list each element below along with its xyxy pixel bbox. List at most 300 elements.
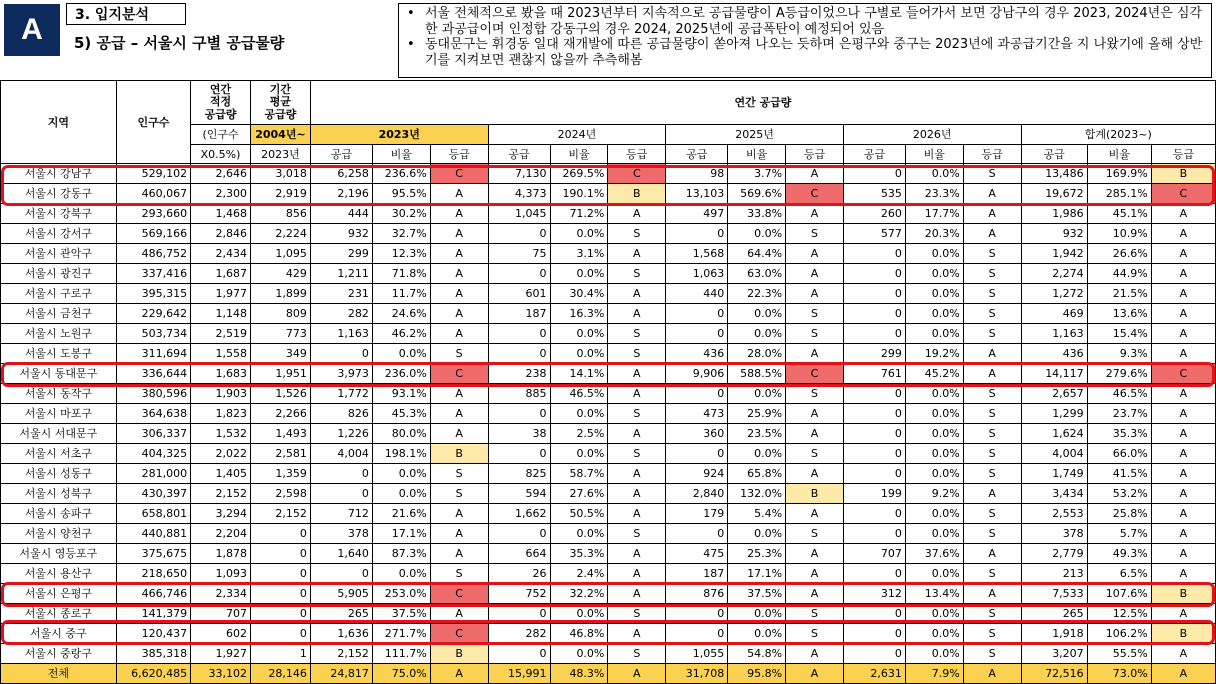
header-annual-supply: 연간 공급량 [310, 81, 1215, 125]
cell-supply-2023: 2,152 [310, 644, 372, 664]
cell-supply-2025: 187 [666, 564, 728, 584]
cell-grade-2025: A [786, 204, 844, 224]
cell-ratio-2026: 0.0% [905, 404, 963, 424]
cell-ratio-total: 23.7% [1087, 404, 1151, 424]
cell-population: 337,416 [116, 264, 190, 284]
cell-supply-2024: 0 [488, 604, 550, 624]
cell-period-average: 0 [250, 524, 310, 544]
cell-ratio-total: 13.6% [1087, 304, 1151, 324]
cell-supply-2026: 0 [843, 304, 905, 324]
cell-supply-2023: 231 [310, 284, 372, 304]
supply-table [0, 80, 1216, 684]
cell-supply-2025: 9,906 [666, 364, 728, 384]
cell-ratio-2025: 33.8% [728, 204, 786, 224]
cell-supply-2023: 1,211 [310, 264, 372, 284]
cell-supply-2025: 475 [666, 544, 728, 564]
cell-ratio-2024: 2.4% [550, 564, 608, 584]
cell-population: 120,437 [116, 624, 190, 644]
cell-region: 서울시 종로구 [1, 604, 117, 624]
cell-supply-2023: 3,973 [310, 364, 372, 384]
cell-supply-2026: 260 [843, 204, 905, 224]
cell-ratio-2026: 0.0% [905, 324, 963, 344]
table-row [1, 404, 1216, 424]
cell-supply-2024: 0 [488, 264, 550, 284]
cell-supply-2025: 1,568 [666, 244, 728, 264]
note-text: 동대문구는 휘경동 일대 재개발에 따른 공급물량이 쏟아져 나오는 듯하며 은평구와 중구는 2023년에 과공급기간을 지 나왔기에 올해 상반기를 지켜보면 괜찮지 않을까 추측해봄 [425, 37, 1203, 68]
cell-ratio-2023: 198.1% [372, 444, 430, 464]
cell-region: 서울시 중구 [1, 624, 117, 644]
cell-supply-2026: 312 [843, 584, 905, 604]
cell-region: 서울시 용산구 [1, 564, 117, 584]
cell-supply-2025: 497 [666, 204, 728, 224]
cell-supply-2024: 601 [488, 284, 550, 304]
cell-ratio-2025: 22.3% [728, 284, 786, 304]
cell-grade-total: A [1151, 344, 1215, 364]
cell-ratio-2024: 58.7% [550, 464, 608, 484]
cell-grade-2024: A [608, 504, 666, 524]
cell-ratio-2026: 0.0% [905, 164, 963, 184]
cell-ratio-2024: 190.1% [550, 184, 608, 204]
cell-supply-total: 1,749 [1021, 464, 1087, 484]
cell-supply-2026: 299 [843, 344, 905, 364]
cell-grade-total: A [1151, 484, 1215, 504]
cell-appropriate: 1,927 [191, 644, 251, 664]
cell-period-average: 1,359 [250, 464, 310, 484]
cell-population: 380,596 [116, 384, 190, 404]
cell-period-average: 1,493 [250, 424, 310, 444]
header-col-ratio: 비율 [905, 145, 963, 164]
cell-ratio-2024: 50.5% [550, 504, 608, 524]
cell-period-average: 1,951 [250, 364, 310, 384]
cell-grade-2025: A [786, 504, 844, 524]
cell-grade-2025: S [786, 624, 844, 644]
cell-ratio-2024: 48.3% [550, 664, 608, 684]
cell-grade-2024: A [608, 664, 666, 684]
cell-ratio-2023: 0.0% [372, 564, 430, 584]
cell-region: 서울시 송파구 [1, 504, 117, 524]
cell-ratio-total: 21.5% [1087, 284, 1151, 304]
table-row [1, 224, 1216, 244]
cell-grade-total: A [1151, 604, 1215, 624]
cell-grade-total: A [1151, 244, 1215, 264]
cell-period-average: 429 [250, 264, 310, 284]
cell-ratio-2023: 21.6% [372, 504, 430, 524]
cell-grade-2024: S [608, 444, 666, 464]
cell-period-average: 2,919 [250, 184, 310, 204]
cell-supply-2026: 535 [843, 184, 905, 204]
cell-region: 전체 [1, 664, 117, 684]
cell-period-average: 1,899 [250, 284, 310, 304]
table-row [1, 364, 1216, 384]
header-period-average: 기간 평균 공급량 [250, 81, 310, 125]
cell-supply-2024: 752 [488, 584, 550, 604]
cell-supply-2024: 38 [488, 424, 550, 444]
cell-ratio-2026: 17.7% [905, 204, 963, 224]
cell-ratio-total: 41.5% [1087, 464, 1151, 484]
cell-ratio-2025: 132.0% [728, 484, 786, 504]
cell-period-average: 0 [250, 624, 310, 644]
table-row [1, 624, 1216, 644]
cell-ratio-total: 285.1% [1087, 184, 1151, 204]
cell-supply-total: 378 [1021, 524, 1087, 544]
table-row [1, 324, 1216, 344]
cell-grade-2023: A [430, 264, 488, 284]
page-subtitle: 5) 공급 – 서울시 구별 공급물량 [74, 34, 285, 52]
cell-supply-total: 469 [1021, 304, 1087, 324]
cell-supply-2023: 299 [310, 244, 372, 264]
cell-ratio-2024: 0.0% [550, 444, 608, 464]
cell-grade-total: A [1151, 404, 1215, 424]
header-period-sub: 2004년~ [250, 125, 310, 145]
cell-supply-2026: 0 [843, 384, 905, 404]
cell-period-average: 349 [250, 344, 310, 364]
header-col-grade: 등급 [963, 145, 1021, 164]
cell-supply-total: 213 [1021, 564, 1087, 584]
header-col-ratio: 비율 [550, 145, 608, 164]
cell-supply-2023: 265 [310, 604, 372, 624]
cell-supply-2025: 1,063 [666, 264, 728, 284]
cell-ratio-2025: 0.0% [728, 624, 786, 644]
note-text: 서울 전체적으로 봤을 때 2023년부터 지속적으로 공급물량이 A등급이었으나 구별로 들어가서 보면 강남구의 경우 2023, 2024년은 심각한 과공급이며 인정합 강동구의 경우 2024, 2025년에 공급폭탄이 예정되어 있음 [425, 6, 1203, 37]
cell-appropriate: 1,405 [191, 464, 251, 484]
cell-grade-2024: S [608, 524, 666, 544]
cell-region: 서울시 동작구 [1, 384, 117, 404]
cell-region: 서울시 강서구 [1, 224, 117, 244]
cell-supply-2025: 0 [666, 324, 728, 344]
cell-period-average: 2,266 [250, 404, 310, 424]
cell-ratio-2026: 45.2% [905, 364, 963, 384]
cell-grade-2023: C [430, 584, 488, 604]
cell-region: 서울시 강북구 [1, 204, 117, 224]
table-row [1, 524, 1216, 544]
cell-grade-total: A [1151, 324, 1215, 344]
cell-grade-2025: C [786, 184, 844, 204]
cell-region: 서울시 성동구 [1, 464, 117, 484]
note-item [407, 6, 1205, 37]
cell-period-average: 809 [250, 304, 310, 324]
cell-supply-2025: 436 [666, 344, 728, 364]
cell-population: 385,318 [116, 644, 190, 664]
cell-ratio-total: 49.3% [1087, 544, 1151, 564]
cell-ratio-2025: 0.0% [728, 324, 786, 344]
cell-supply-2023: 24,817 [310, 664, 372, 684]
cell-ratio-2026: 0.0% [905, 504, 963, 524]
cell-supply-total: 13,486 [1021, 164, 1087, 184]
cell-population: 460,067 [116, 184, 190, 204]
cell-supply-2026: 0 [843, 564, 905, 584]
cell-supply-2024: 594 [488, 484, 550, 504]
cell-supply-2025: 0 [666, 604, 728, 624]
cell-region: 서울시 금천구 [1, 304, 117, 324]
header-col-supply: 공급 [666, 145, 728, 164]
cell-grade-2023: A [430, 524, 488, 544]
cell-population: 336,644 [116, 364, 190, 384]
cell-ratio-2023: 87.3% [372, 544, 430, 564]
cell-appropriate: 707 [191, 604, 251, 624]
cell-supply-2024: 238 [488, 364, 550, 384]
cell-grade-total: A [1151, 424, 1215, 444]
cell-region: 서울시 은평구 [1, 584, 117, 604]
table-row [1, 444, 1216, 464]
cell-ratio-2024: 0.0% [550, 604, 608, 624]
table-row [1, 284, 1216, 304]
cell-ratio-2026: 0.0% [905, 424, 963, 444]
cell-supply-2024: 0 [488, 444, 550, 464]
cell-grade-2026: A [963, 664, 1021, 684]
cell-supply-2026: 0 [843, 424, 905, 444]
cell-ratio-2025: 0.0% [728, 604, 786, 624]
cell-grade-2026: S [963, 644, 1021, 664]
header-year-2023: 2023년 [310, 125, 488, 145]
cell-population: 306,337 [116, 424, 190, 444]
cell-grade-2023: A [430, 304, 488, 324]
cell-grade-2024: A [608, 304, 666, 324]
cell-period-average: 1 [250, 644, 310, 664]
cell-ratio-2025: 64.4% [728, 244, 786, 264]
cell-ratio-2024: 0.0% [550, 264, 608, 284]
cell-supply-2023: 932 [310, 224, 372, 244]
table-row [1, 644, 1216, 664]
cell-grade-2023: S [430, 564, 488, 584]
cell-grade-2023: A [430, 604, 488, 624]
cell-supply-2023: 4,004 [310, 444, 372, 464]
cell-period-average: 28,146 [250, 664, 310, 684]
cell-population: 6,620,485 [116, 664, 190, 684]
cell-period-average: 2,598 [250, 484, 310, 504]
table-row [1, 604, 1216, 624]
cell-region: 서울시 도봉구 [1, 344, 117, 364]
cell-grade-2024: C [608, 164, 666, 184]
cell-ratio-total: 9.3% [1087, 344, 1151, 364]
cell-grade-2025: A [786, 244, 844, 264]
cell-supply-2024: 282 [488, 624, 550, 644]
cell-supply-total: 19,672 [1021, 184, 1087, 204]
table-row [1, 164, 1216, 184]
cell-supply-2025: 179 [666, 504, 728, 524]
cell-ratio-2023: 37.5% [372, 604, 430, 624]
cell-grade-2024: S [608, 264, 666, 284]
cell-supply-2024: 15,991 [488, 664, 550, 684]
cell-grade-2024: A [608, 284, 666, 304]
cell-ratio-2023: 253.0% [372, 584, 430, 604]
cell-ratio-total: 53.2% [1087, 484, 1151, 504]
table-row [1, 424, 1216, 444]
cell-ratio-2025: 0.0% [728, 524, 786, 544]
cell-grade-2023: A [430, 324, 488, 344]
cell-appropriate: 2,846 [191, 224, 251, 244]
cell-grade-2023: A [430, 664, 488, 684]
cell-ratio-2023: 0.0% [372, 344, 430, 364]
cell-supply-2025: 0 [666, 384, 728, 404]
cell-supply-2025: 0 [666, 444, 728, 464]
note-item [407, 37, 1205, 68]
cell-ratio-2024: 32.2% [550, 584, 608, 604]
cell-ratio-total: 12.5% [1087, 604, 1151, 624]
cell-supply-total: 14,117 [1021, 364, 1087, 384]
cell-grade-2023: A [430, 424, 488, 444]
cell-grade-2024: A [608, 424, 666, 444]
cell-supply-2026: 0 [843, 504, 905, 524]
section-badge: A [4, 4, 60, 56]
cell-ratio-2026: 0.0% [905, 284, 963, 304]
cell-appropriate: 1,687 [191, 264, 251, 284]
cell-ratio-2026: 7.9% [905, 664, 963, 684]
cell-ratio-total: 5.7% [1087, 524, 1151, 544]
cell-supply-2023: 2,196 [310, 184, 372, 204]
table-row [1, 344, 1216, 364]
cell-grade-2023: C [430, 164, 488, 184]
cell-grade-total: A [1151, 464, 1215, 484]
cell-supply-2024: 1,045 [488, 204, 550, 224]
cell-ratio-2024: 0.0% [550, 644, 608, 664]
cell-ratio-2023: 71.8% [372, 264, 430, 284]
cell-supply-total: 1,163 [1021, 324, 1087, 344]
cell-supply-2024: 1,662 [488, 504, 550, 524]
cell-period-average: 2,152 [250, 504, 310, 524]
cell-grade-2024: S [608, 604, 666, 624]
cell-supply-2026: 0 [843, 164, 905, 184]
header-col-supply: 공급 [843, 145, 905, 164]
cell-supply-2026: 0 [843, 444, 905, 464]
cell-ratio-2025: 54.8% [728, 644, 786, 664]
cell-grade-total: A [1151, 504, 1215, 524]
cell-period-average: 1,526 [250, 384, 310, 404]
cell-ratio-2026: 19.2% [905, 344, 963, 364]
cell-grade-2025: S [786, 444, 844, 464]
cell-grade-2024: A [608, 364, 666, 384]
cell-appropriate: 1,683 [191, 364, 251, 384]
cell-supply-2024: 7,130 [488, 164, 550, 184]
table-row [1, 384, 1216, 404]
cell-ratio-2023: 93.1% [372, 384, 430, 404]
cell-grade-2024: A [608, 384, 666, 404]
cell-grade-2023: A [430, 384, 488, 404]
cell-grade-2024: A [608, 484, 666, 504]
cell-grade-2025: A [786, 164, 844, 184]
cell-supply-2024: 26 [488, 564, 550, 584]
cell-region: 서울시 노원구 [1, 324, 117, 344]
cell-region: 서울시 성북구 [1, 484, 117, 504]
cell-period-average: 0 [250, 584, 310, 604]
cell-appropriate: 2,204 [191, 524, 251, 544]
cell-grade-2023: C [430, 624, 488, 644]
cell-ratio-2024: 46.5% [550, 384, 608, 404]
cell-region: 서울시 중랑구 [1, 644, 117, 664]
cell-ratio-2024: 0.0% [550, 344, 608, 364]
header-col-supply: 공급 [310, 145, 372, 164]
cell-grade-2025: B [786, 484, 844, 504]
cell-supply-2026: 0 [843, 404, 905, 424]
cell-ratio-2026: 0.0% [905, 244, 963, 264]
cell-ratio-2026: 0.0% [905, 624, 963, 644]
cell-grade-total: A [1151, 264, 1215, 284]
cell-supply-total: 1,942 [1021, 244, 1087, 264]
cell-supply-2025: 360 [666, 424, 728, 444]
cell-grade-2026: A [963, 224, 1021, 244]
cell-supply-2025: 0 [666, 224, 728, 244]
header-appropriate-sub: (인구수 [191, 125, 251, 145]
cell-population: 375,675 [116, 544, 190, 564]
cell-supply-2024: 0 [488, 644, 550, 664]
header-year-2025: 2025년 [666, 125, 844, 145]
cell-period-average: 3,018 [250, 164, 310, 184]
cell-supply-2023: 1,772 [310, 384, 372, 404]
total-row [1, 664, 1216, 684]
cell-supply-2023: 0 [310, 564, 372, 584]
cell-supply-2023: 1,636 [310, 624, 372, 644]
cell-grade-2025: S [786, 384, 844, 404]
cell-ratio-2023: 12.3% [372, 244, 430, 264]
cell-ratio-2024: 0.0% [550, 524, 608, 544]
cell-grade-2024: A [608, 584, 666, 604]
cell-ratio-2024: 3.1% [550, 244, 608, 264]
cell-ratio-total: 6.5% [1087, 564, 1151, 584]
cell-appropriate: 1,823 [191, 404, 251, 424]
table-row [1, 544, 1216, 564]
cell-supply-2026: 0 [843, 524, 905, 544]
cell-grade-2026: S [963, 504, 1021, 524]
cell-region: 서울시 동대문구 [1, 364, 117, 384]
cell-grade-2025: A [786, 284, 844, 304]
cell-grade-2026: S [963, 324, 1021, 344]
cell-supply-2025: 924 [666, 464, 728, 484]
cell-grade-2025: A [786, 424, 844, 444]
cell-grade-2024: S [608, 324, 666, 344]
cell-ratio-2024: 269.5% [550, 164, 608, 184]
header-col-grade: 등급 [1151, 145, 1215, 164]
table-row [1, 304, 1216, 324]
cell-appropriate: 2,519 [191, 324, 251, 344]
cell-ratio-2026: 9.2% [905, 484, 963, 504]
cell-supply-total: 7,533 [1021, 584, 1087, 604]
cell-supply-2023: 0 [310, 484, 372, 504]
cell-region: 서울시 영등포구 [1, 544, 117, 564]
cell-ratio-2024: 46.8% [550, 624, 608, 644]
cell-supply-2024: 825 [488, 464, 550, 484]
cell-supply-2024: 0 [488, 524, 550, 544]
cell-supply-2023: 712 [310, 504, 372, 524]
cell-grade-2023: A [430, 284, 488, 304]
cell-period-average: 1,095 [250, 244, 310, 264]
header-region: 지역 [1, 81, 117, 164]
cell-population: 141,379 [116, 604, 190, 624]
cell-grade-2025: S [786, 324, 844, 344]
cell-supply-2025: 1,055 [666, 644, 728, 664]
cell-grade-2024: A [608, 624, 666, 644]
cell-grade-total: A [1151, 564, 1215, 584]
cell-ratio-total: 10.9% [1087, 224, 1151, 244]
cell-population: 440,881 [116, 524, 190, 544]
cell-ratio-2024: 2.5% [550, 424, 608, 444]
cell-supply-2023: 444 [310, 204, 372, 224]
cell-ratio-2025: 5.4% [728, 504, 786, 524]
cell-region: 서울시 양천구 [1, 524, 117, 544]
header-col-grade: 등급 [786, 145, 844, 164]
cell-ratio-2023: 11.7% [372, 284, 430, 304]
cell-ratio-2024: 0.0% [550, 404, 608, 424]
cell-supply-2026: 0 [843, 604, 905, 624]
cell-ratio-2023: 75.0% [372, 664, 430, 684]
cell-supply-2023: 378 [310, 524, 372, 544]
cell-grade-2025: S [786, 524, 844, 544]
cell-grade-2026: S [963, 524, 1021, 544]
cell-population: 503,734 [116, 324, 190, 344]
cell-supply-2024: 0 [488, 404, 550, 424]
cell-ratio-2025: 25.9% [728, 404, 786, 424]
cell-supply-2023: 282 [310, 304, 372, 324]
cell-supply-total: 1,918 [1021, 624, 1087, 644]
cell-ratio-2025: 28.0% [728, 344, 786, 364]
